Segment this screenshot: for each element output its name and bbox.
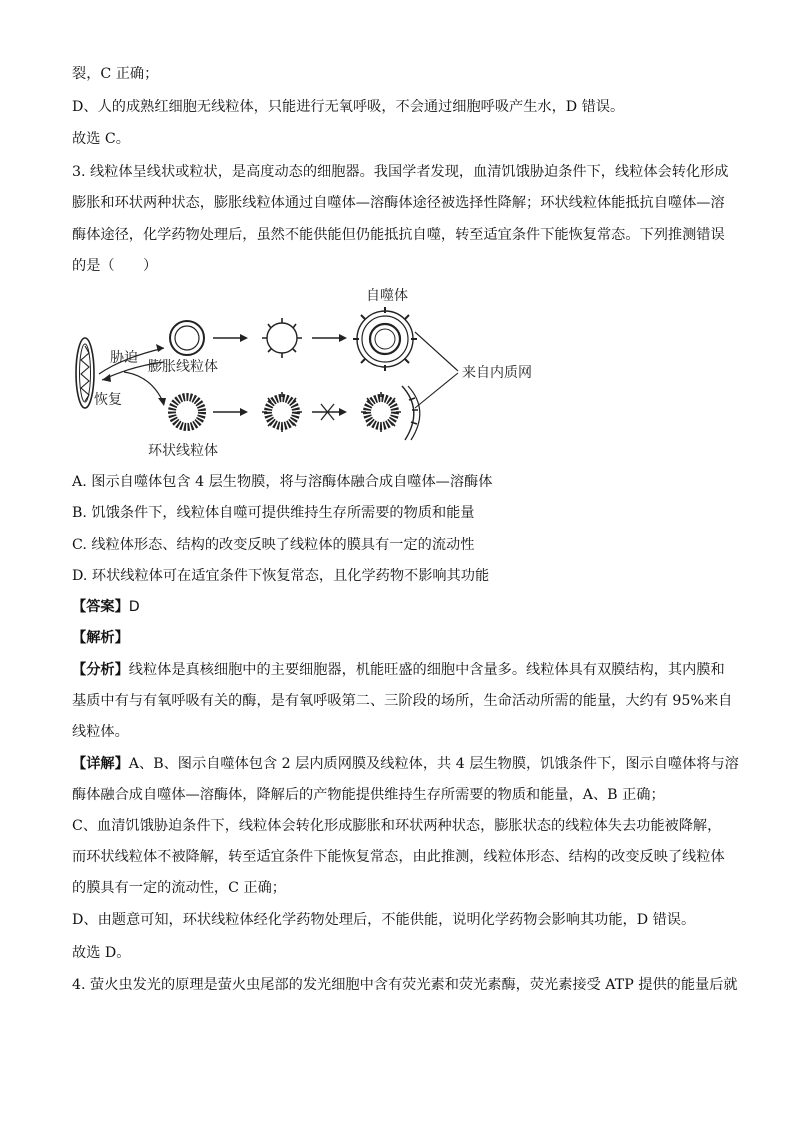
leader-line [415, 332, 458, 371]
mitochondria-diagram [72, 282, 552, 462]
text-line: D、人的成熟红细胞无线粒体，只能进行无氧呼吸，不会通过细胞呼吸产生水，D 错误。 [72, 99, 625, 115]
ring-blocked-autophagy-icon [361, 386, 420, 440]
answer-value: D [128, 599, 140, 615]
ring-mitochondrion-icon [172, 397, 202, 427]
xiangjie-line: 【详解】A、B、图示自噬体包含 2 层内质网膜及线粒体，共 4 层生物膜，饥饿条件下，图示自噬体将与溶 [72, 756, 739, 772]
text-line: 酶体融合成自噬体—溶酶体，降解后的产物能提供维持生存所需要的物质和能量，A、B 正确； [72, 787, 665, 803]
label-swollen: 膨胀线粒体 [148, 359, 218, 375]
option-c: C. 线粒体形态、结构的改变反映了线粒体的膜具有一定的流动性 [72, 537, 475, 553]
swollen-mitochondrion-icon [170, 321, 204, 355]
arrow-stress-down [124, 372, 164, 404]
text-line: 基质中有与有氧呼吸有关的酶，是有氧呼吸第二、三阶段的场所，生命活动所需的能量，大约有 95%来自 [72, 693, 733, 709]
question-3-stem: 酶体途径，化学药物处理后，虽然不能供能但仍能抵抗自噬，转至适宜条件下能恢复常态。下列推测错误 [72, 227, 725, 243]
answer-line [72, 597, 140, 617]
label-autophagosome: 自噬体 [366, 288, 408, 304]
fenxi-tag: 【分析】 [72, 662, 129, 678]
analysis-tag: 【解析】 [72, 630, 129, 646]
option-b: B. 饥饿条件下，线粒体自噬可提供维持生存所需要的物质和能量 [72, 505, 475, 521]
answer-tag: 【答案】 [72, 599, 129, 615]
text-line: 故选 C。 [72, 131, 130, 147]
fenxi-line: 【分析】线粒体是真核细胞中的主要细胞器，机能旺盛的细胞中含量多。线粒体具有双膜结构，其内膜和 [72, 662, 725, 678]
question-4-stem: 4. 萤火虫发光的原理是萤火虫尾部的发光细胞中含有荧光素和荧光素酶，荧光素接受 ATP 提供的能量后就 [72, 977, 738, 993]
text-line: D、由题意可知，环状线粒体经化学药物处理后，不能供能，说明化学药物会影响其功能，D 错误。 [72, 912, 696, 928]
leader-line [415, 373, 458, 408]
autophagosome-icon [353, 307, 417, 371]
label-recover: 恢复 [94, 392, 122, 408]
question-3-stem: 的是（ ） [72, 258, 158, 274]
text-line: 的膜具有一定的流动性，C 正确； [72, 880, 286, 896]
swollen-with-er-icon [262, 318, 302, 358]
text-line: C、血清饥饿胁迫条件下，线粒体会转化形成膨胀和环状两种状态，膨胀状态的线粒体失去功能被降解， [72, 818, 722, 834]
text-line: 裂，C 正确； [72, 66, 159, 82]
label-stress: 胁迫 [110, 350, 138, 366]
question-3-stem: 膨胀和环状两种状态，膨胀线粒体通过自噬体—溶酶体途径被选择性降解；环状线粒体能抵抗自噬体—溶 [72, 195, 725, 211]
text-line: 故选 D。 [72, 945, 131, 961]
question-3-stem: 3. 线粒体呈线状或粒状，是高度动态的细胞器。我国学者发现，血清饥饿胁迫条件下，线粒体会转化形成 [72, 164, 729, 180]
xiangjie-tag: 【详解】 [72, 756, 129, 772]
ring-with-er-icon [262, 392, 302, 432]
text-line: 而环状线粒体不被降解，转至适宜条件下能恢复常态，由此推测，线粒体形态、结构的改变反映了线粒体 [72, 849, 725, 865]
option-d: D. 环状线粒体可在适宜条件下恢复常态，且化学药物不影响其功能 [72, 568, 490, 584]
option-a: A. 图示自噬体包含 4 层生物膜，将与溶酶体融合成自噬体—溶酶体 [72, 474, 493, 490]
text-line: 线粒体。 [72, 724, 129, 740]
label-er: 来自内质网 [462, 365, 532, 381]
mitochondrion-icon [76, 338, 94, 408]
label-ring: 环状线粒体 [148, 443, 218, 459]
